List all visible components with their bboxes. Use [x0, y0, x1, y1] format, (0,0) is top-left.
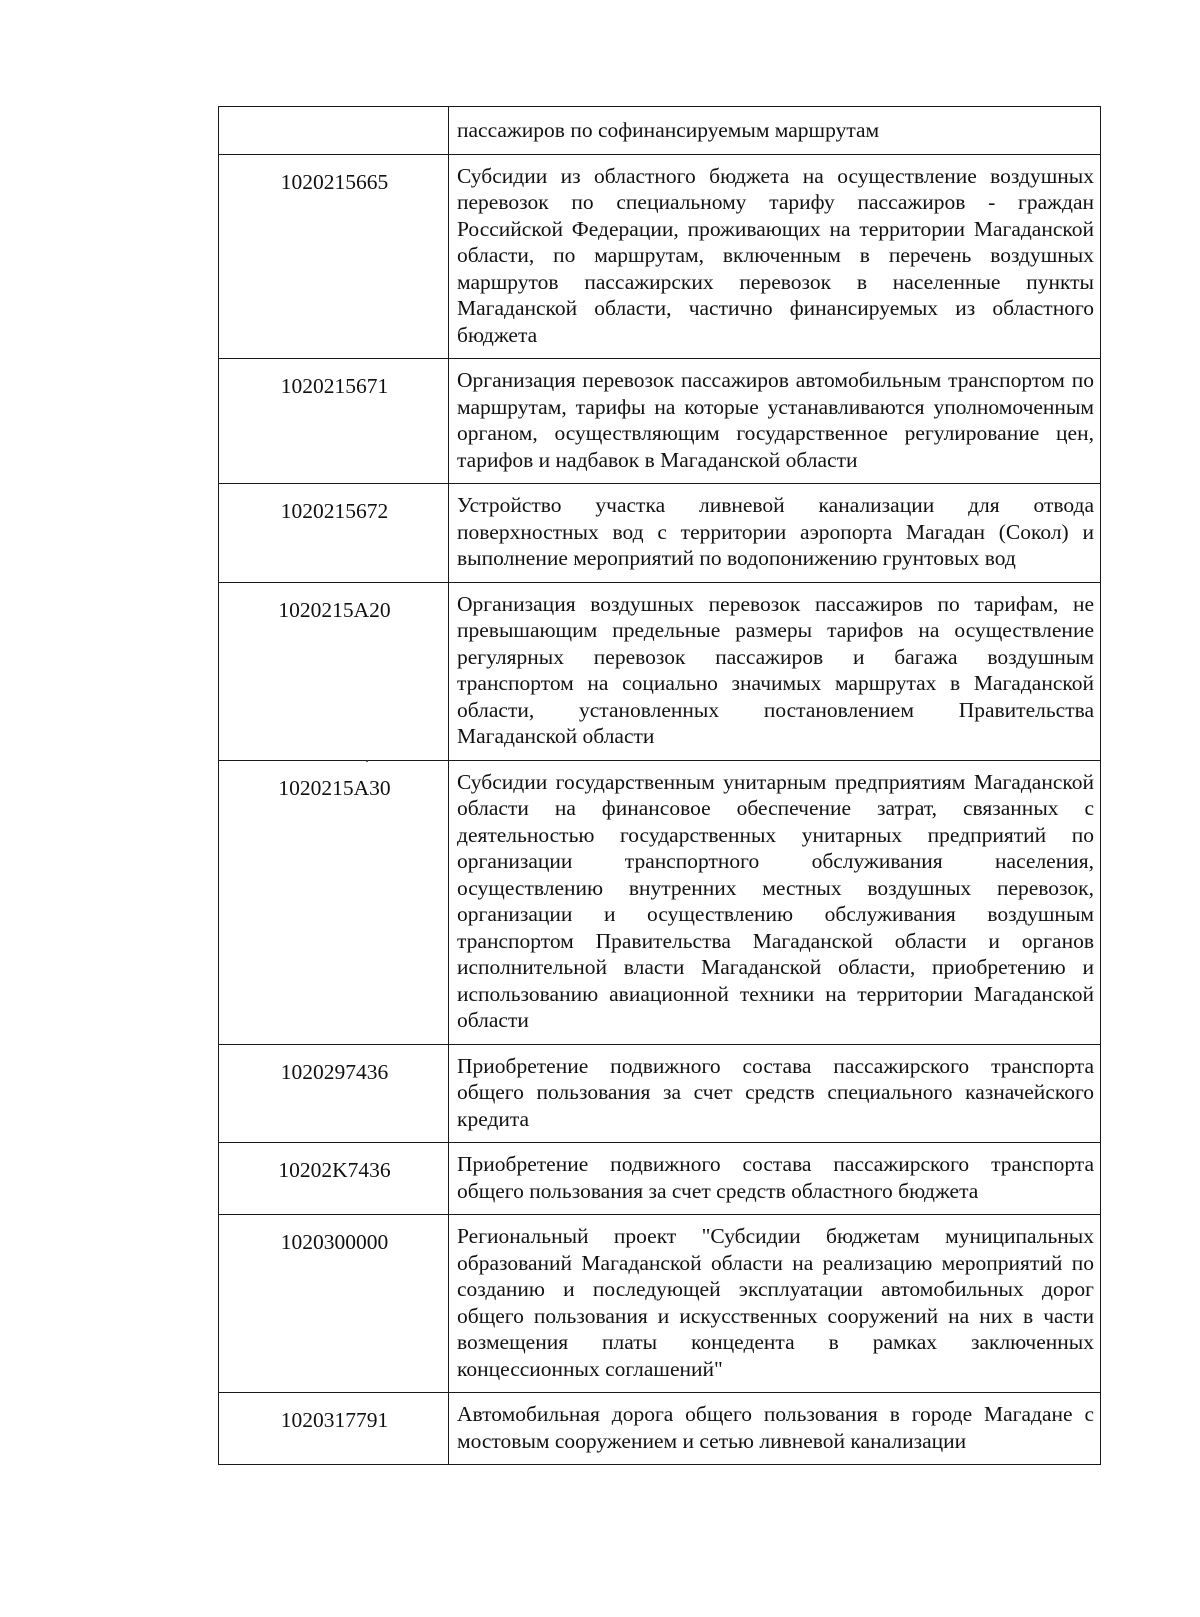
- row-code: 1020297436: [219, 1044, 449, 1143]
- row-description: Приобретение подвижного состава пассажирского транспорта общего пользования за счет средств специального казначейского кредита: [449, 1044, 1101, 1143]
- row-code: 10202K7436: [219, 1143, 449, 1215]
- row-description: Устройство участка ливневой канализации для отвода поверхностных вод с территории аэропорта Магадан (Сокол) и выполнение мероприятий по водопонижению грунтовых вод: [449, 484, 1101, 583]
- row-description: Приобретение подвижного состава пассажирского транспорта общего пользования за счет средств областного бюджета: [449, 1143, 1101, 1215]
- table-row: [219, 1215, 1101, 1393]
- row-code: [219, 107, 449, 155]
- table-row: [219, 760, 1101, 1044]
- row-description: Субсидии государственным унитарным предприятиям Магаданской области на финансовое обеспечение затрат, связанных с деятельностью государственных унитарных предприятий по организации транспортного обслуживания населения, осуществлению внутренних местных воздушных перевозок, организации и осуществлению обслуживания воздушным транспортом Правительства Магаданской области и органов исполнительной власти Магаданской области, приобретению и использованию авиационной техники на территории Магаданской области: [449, 760, 1101, 1044]
- row-description: Организация воздушных перевозок пассажиров по тарифам, не превышающим предельные размеры тарифов на осуществление регулярных перевозок пассажиров и багажа воздушным транспортом на социально значимых маршрутах в Магаданской области, установленных постановлением Правительства Магаданской области: [449, 582, 1101, 760]
- row-code: 1020215672: [219, 484, 449, 583]
- row-description: Субсидии из областного бюджета на осуществление воздушных перевозок по специальному тарифу пассажиров - граждан Российской Федерации, проживающих на территории Магаданской области, по маршрутам, включенным в перечень воздушных маршрутов пассажирских перевозок в населенные пункты Магаданской области, частично финансируемых из областного бюджета: [449, 154, 1101, 359]
- row-description: Организация перевозок пассажиров автомобильным транспортом по маршрутам, тарифы на которые устанавливаются уполномоченным органом, осуществляющим государственное регулирование цен, тарифов и надбавок в Магаданской области: [449, 359, 1101, 484]
- row-code: 1020215A30: [219, 760, 449, 1044]
- table-row: [219, 359, 1101, 484]
- table-row: [219, 582, 1101, 760]
- row-code: 1020317791: [219, 1393, 449, 1465]
- table-row: [219, 107, 1101, 155]
- budget-classification-table: [218, 106, 1101, 1465]
- table-row: [219, 154, 1101, 359]
- table-row: [219, 1044, 1101, 1143]
- table-row: [219, 1143, 1101, 1215]
- table-row: [219, 484, 1101, 583]
- table-row: [219, 1393, 1101, 1465]
- row-description: Автомобильная дорога общего пользования в городе Магадане с мостовым сооружением и сетью ливневой канализации: [449, 1393, 1101, 1465]
- row-description: пассажиров по софинансируемым маршрутам: [449, 107, 1101, 155]
- scan-speck: [366, 760, 368, 762]
- row-code: 1020215A20: [219, 582, 449, 760]
- row-code: 1020215671: [219, 359, 449, 484]
- row-code: 1020300000: [219, 1215, 449, 1393]
- row-description: Региональный проект "Субсидии бюджетам муниципальных образований Магаданской области на реализацию мероприятий по созданию и последующей эксплуатации автомобильных дорог общего пользования и искусственных сооружений на них в части возмещения платы концедента в рамках заключенных концессионных соглашений": [449, 1215, 1101, 1393]
- row-code: 1020215665: [219, 154, 449, 359]
